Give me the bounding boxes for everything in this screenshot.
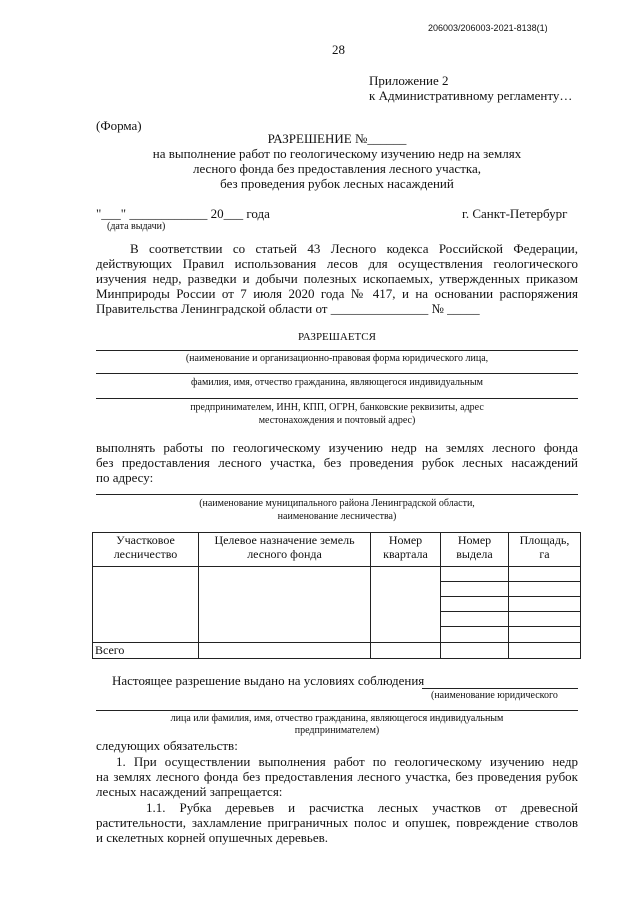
works-line-3: по адресу: — [96, 470, 154, 485]
entity-caption-3: предпринимателем, ИНН, КПП, ОГРН, банковские реквизиты, адрес — [190, 402, 484, 413]
appendix-line-2: к Административному регламенту… — [369, 88, 573, 103]
table-cell[interactable] — [371, 567, 441, 643]
conditions-caption-1: (наименование юридического — [431, 690, 558, 701]
entity-caption-1: (наименование и организационно-правовая форма юридического лица, — [185, 353, 489, 364]
conditions-text: Настоящее разрешение выдано на условиях соблюдения — [112, 673, 425, 688]
clause-1-line-2: на землях лесного фонда без предоставления лесного участка, без проведения рубок — [96, 769, 578, 784]
appendix-line-1: Приложение 2 — [369, 73, 449, 88]
table-cell[interactable] — [199, 567, 371, 643]
issue-date-caption: (дата выдачи) — [107, 221, 166, 232]
obligations-intro: следующих обязательств: — [96, 738, 238, 753]
table-cell[interactable] — [509, 643, 581, 659]
conditions-line-1 — [422, 688, 578, 689]
table-header-row — [93, 533, 581, 567]
table-row — [93, 567, 581, 643]
title-line-1: на выполнение работ по геологическому изучению недр на землях — [152, 146, 522, 161]
entity-line-3 — [96, 398, 578, 399]
entity-caption-2: фамилия, имя, отчество гражданина, являющегося индивидуальным — [191, 377, 483, 388]
table-header-cell: Участковое лесничество — [93, 533, 199, 567]
address-line — [96, 494, 578, 495]
entity-line-2 — [96, 373, 578, 374]
entity-caption-4: местонахождения и почтовый адрес) — [258, 415, 416, 426]
clause-1-line-3: лесных насаждений запрещается: — [96, 784, 283, 799]
preamble-line-1: В соответствии со статьей 43 Лесного кодекса Российской Федерации, — [130, 241, 578, 256]
clause-1-1-line-2: растительности, захламление приграничных полос и опушек, повреждение стволов — [96, 815, 578, 830]
issue-date: "___" ____________ 20___ года — [96, 206, 270, 221]
table-cell[interactable] — [199, 643, 371, 659]
address-caption-1: (наименование муниципального района Ленинградской области, — [199, 498, 475, 509]
works-line-2: без предоставления лесного участка, без проведения рубок лесных насаждений — [96, 455, 578, 470]
table-cell[interactable] — [371, 643, 441, 659]
permits-heading: РАЗРЕШАЕТСЯ — [298, 331, 376, 343]
conditions-caption-3: предпринимателем) — [294, 725, 380, 736]
preamble-line-4: Минприроды России от 7 июля 2020 года № 417, и на основании распоряжения — [96, 286, 578, 301]
table-header-cell: Целевое назначение земель лесного фонда — [199, 533, 371, 567]
table-header-cell: Номер квартала — [371, 533, 441, 567]
conditions-line-2 — [96, 710, 578, 711]
plots-table — [92, 532, 581, 659]
table-cell-subrows[interactable] — [441, 567, 509, 643]
total-label: Всего — [93, 643, 199, 659]
clause-1-line-1: 1. При осуществлении выполнения работ по геологическому изучению недр — [116, 754, 578, 769]
title-line-3: без проведения рубок лесных насаждений — [220, 176, 454, 191]
clause-1-1-line-1: 1.1. Рубка деревьев и расчистка лесных участков от древесной — [146, 800, 578, 815]
document-code: 206003/206003-2021-8138(1) — [428, 23, 548, 33]
city: г. Санкт-Петербург — [462, 206, 568, 221]
table-total-row — [93, 643, 581, 659]
table-cell-subrows[interactable] — [509, 567, 581, 643]
document-title: РАЗРЕШЕНИЕ №______ — [267, 131, 407, 146]
form-label: (Форма) — [96, 118, 142, 133]
table-header-cell: Площадь, га — [509, 533, 581, 567]
clause-1-1-line-3: и скелетных корней опушечных деревьев. — [96, 830, 328, 845]
works-line-1: выполнять работы по геологическому изучению недр на землях лесного фонда — [96, 440, 578, 455]
address-caption-2: наименование лесничества) — [277, 511, 397, 522]
table-cell[interactable] — [441, 643, 509, 659]
preamble-line-2: действующих Правил использования лесов для осуществления геологического — [96, 256, 578, 271]
conditions-caption-2: лица или фамилия, имя, отчество гражданина, являющегося индивидуальным — [170, 713, 504, 724]
table-header-cell: Номер выдела — [441, 533, 509, 567]
title-line-2: лесного фонда без предоставления лесного участка, — [192, 161, 482, 176]
page-number: 28 — [332, 42, 345, 57]
entity-line-1 — [96, 350, 578, 351]
preamble-line-3: изучения недр, разведки и добычи полезных ископаемых, утвержденных приказом — [96, 271, 578, 286]
table-cell[interactable] — [93, 567, 199, 643]
preamble-line-5: Правительства Ленинградской области от _______________ № _____ — [96, 301, 480, 316]
